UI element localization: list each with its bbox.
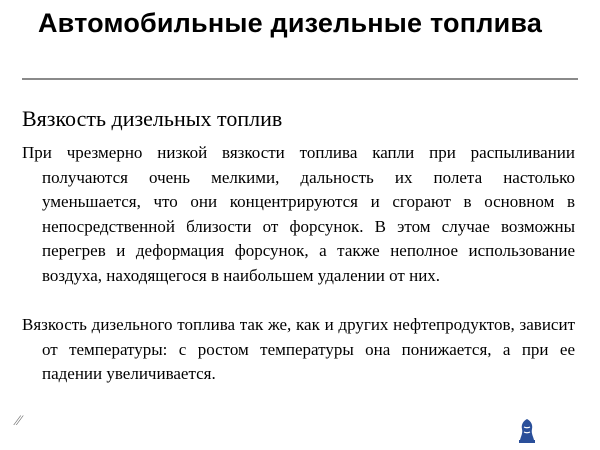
corner-mark-icon: ⁄⁄ [16, 413, 22, 429]
body-paragraph-2: Вязкость дизельного топлива так же, как и других нефтепродуктов, зависит от температуры: с ростом температуры она понижается, а при ее падении увеличивается. [22, 315, 575, 384]
logo-icon [518, 418, 536, 444]
body-paragraph-1: При чрезмерно низкой вязкости топлива капли при распыливании получаются очень мелкими, дальность их полета настолько уменьшается, что они концентрируются и сгорают в основном в непосредственной близости от форсунок. В этом случае возможны перегрев и деформация форсунок, а также неполное использование воздуха, находящегося в наибольшем удалении от них. [22, 143, 575, 285]
section-subtitle: Вязкость дизельных топлив [22, 106, 283, 131]
slide-title: Автомобильные дизельные топлива [37, 8, 543, 38]
title-divider [22, 78, 578, 80]
